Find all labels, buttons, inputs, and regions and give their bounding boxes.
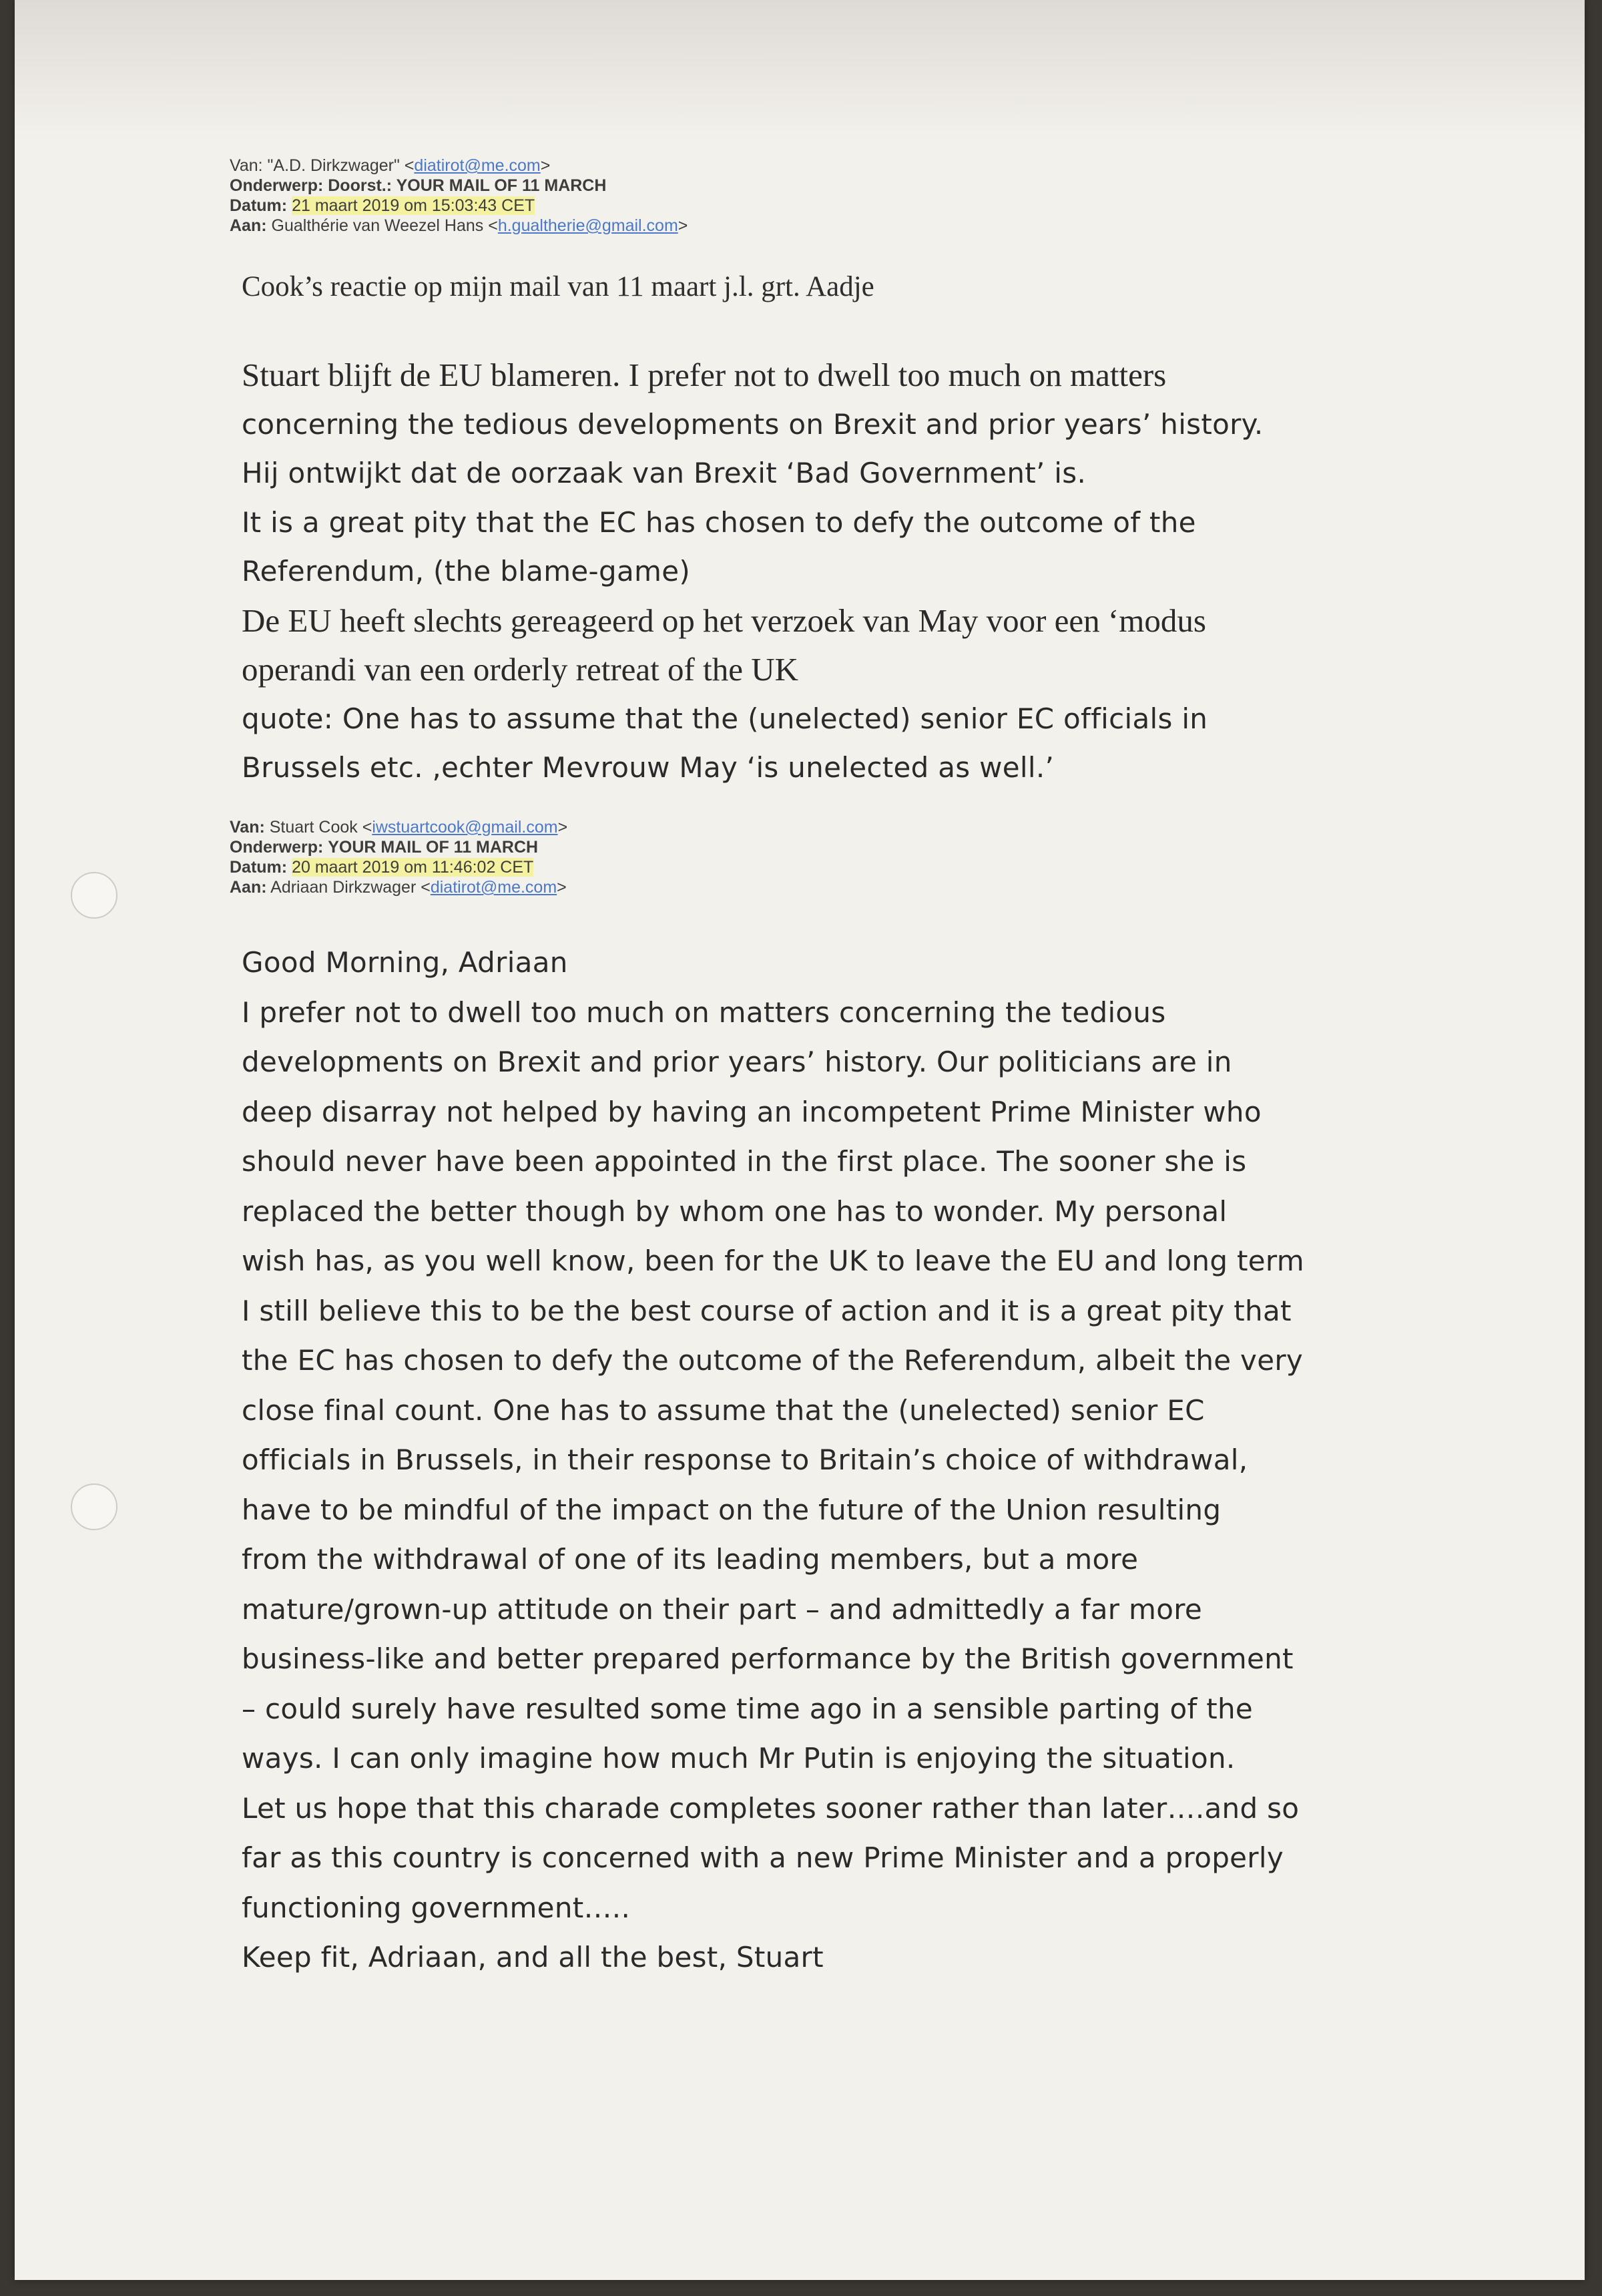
letter-line: replaced the better though by whom one has to wonder. My personal	[242, 1194, 1228, 1228]
date-value: 20 maart 2019 om 11:46:02 CET	[292, 858, 534, 877]
commentary-line: Referendum, (the blame-game)	[242, 555, 691, 588]
letter-greeting: Good Morning, Adriaan	[242, 946, 568, 979]
letter-line: officials in Brussels, in their response to Britain’s choice of withdrawal,	[242, 1443, 1248, 1476]
date-value: 21 maart 2019 om 15:03:43 CET	[292, 196, 535, 215]
letter-line: I still believe this to be the best course of action and it is a great pity that	[242, 1294, 1292, 1327]
subject-value: Doorst.: YOUR MAIL OF 11 MARCH	[328, 176, 607, 195]
to-email-link[interactable]: diatirot@me.com	[430, 878, 557, 897]
to-bracket: >	[557, 878, 567, 897]
header-to-row	[230, 877, 567, 897]
letter-line: business-like and better prepared performance by the British government	[242, 1642, 1294, 1675]
header-from-row	[230, 817, 567, 837]
commentary-line: It is a great pity that the EC has chosen to defy the outcome of the	[242, 505, 1196, 539]
letter-line: far as this country is concerned with a new Prime Minister and a properly	[242, 1841, 1284, 1874]
email-header-original	[230, 817, 567, 897]
letter-line: deep disarray not helped by having an incompetent Prime Minister who	[242, 1095, 1262, 1128]
from-email-link[interactable]: diatirot@me.com	[414, 156, 541, 175]
letter-line: from the withdrawal of one of its leading members, but a more	[242, 1543, 1139, 1576]
commentary-block	[242, 351, 1510, 792]
from-name: "A.D. Dirkzwager" <	[267, 156, 415, 175]
to-label: Aan:	[230, 216, 267, 235]
date-label: Datum:	[230, 858, 288, 877]
letter-line: Keep fit, Adriaan, and all the best, Stuart	[242, 1941, 824, 1974]
to-name: Adriaan Dirkzwager <	[270, 878, 431, 897]
from-email-link[interactable]: iwstuartcook@gmail.com	[372, 818, 558, 837]
commentary-line: quote: One has to assume that the (unelected) senior EC officials in	[242, 702, 1208, 735]
letter-line: wish has, as you well know, been for the UK to leave the EU and long term	[242, 1244, 1304, 1277]
to-email-link[interactable]: h.gualtherie@gmail.com	[497, 216, 678, 235]
document-page	[15, 0, 1585, 2280]
commentary-line: Hij ontwijkt dat de oorzaak van Brexit ‘Bad Government’ is.	[242, 457, 1087, 489]
from-label: Van:	[230, 818, 265, 837]
email-header-forward	[230, 156, 688, 236]
letter-line: – could surely have resulted some time ago in a sensible parting of the	[242, 1692, 1254, 1725]
header-from-row	[230, 156, 688, 176]
to-label: Aan:	[230, 878, 267, 897]
commentary-line: Stuart blijft de EU blameren. I prefer not to dwell too much on matters	[242, 357, 1167, 393]
from-bracket: >	[557, 818, 568, 837]
letter-line: ways. I can only imagine how much Mr Putin is enjoying the situation.	[242, 1742, 1236, 1775]
letter-line: Let us hope that this charade completes sooner rather than later….and so	[242, 1791, 1300, 1825]
from-bracket: >	[540, 156, 551, 175]
date-label: Datum:	[230, 196, 288, 215]
subject-label: Onderwerp:	[230, 176, 324, 195]
from-label: Van:	[230, 156, 263, 175]
letter-line: close final count. One has to assume that the (unelected) senior EC	[242, 1393, 1205, 1427]
letter-line: developments on Brexit and prior years’ history. Our politicians are in	[242, 1046, 1232, 1078]
letter-line: functioning government…..	[242, 1891, 631, 1924]
to-name: Gualthérie van Weezel Hans <	[271, 216, 498, 235]
header-to-row	[230, 216, 688, 236]
header-date-row	[230, 857, 567, 877]
header-subject-row	[230, 837, 567, 857]
intro-line: Cook’s reactie op mijn mail van 11 maart j.l. grt. Aadje	[242, 271, 874, 302]
from-name: Stuart Cook <	[269, 818, 372, 837]
letter-line: I prefer not to dwell too much on matters concerning the tedious	[242, 995, 1166, 1029]
header-date-row	[230, 196, 688, 216]
commentary-line: De EU heeft slechts gereageerd op het verzoek van May voor een ‘modus	[242, 602, 1206, 639]
header-subject-row	[230, 176, 688, 196]
letter-line: should never have been appointed in the first place. The sooner she is	[242, 1145, 1247, 1178]
letter-body	[242, 938, 1510, 1983]
punch-hole-bottom	[71, 1483, 117, 1530]
letter-lines	[242, 988, 1510, 1983]
letter-line: the EC has chosen to defy the outcome of the Referendum, albeit the very	[242, 1344, 1304, 1377]
punch-hole-top	[71, 872, 117, 919]
letter-line: have to be mindful of the impact on the future of the Union resulting	[242, 1493, 1222, 1526]
commentary-line: operandi van een orderly retreat of the UK	[242, 651, 798, 688]
commentary-line: concerning the tedious developments on Brexit and prior years’ history.	[242, 407, 1264, 441]
commentary-line: Brussels etc. ,echter Mevrouw May ‘is unelected as well.’	[242, 751, 1055, 784]
paper-bleed-through	[15, 0, 1585, 140]
subject-label: Onderwerp:	[230, 838, 324, 857]
subject-value: YOUR MAIL OF 11 MARCH	[328, 838, 539, 857]
to-bracket: >	[678, 216, 688, 235]
letter-line: mature/grown-up attitude on their part – and admittedly a far more	[242, 1592, 1203, 1626]
